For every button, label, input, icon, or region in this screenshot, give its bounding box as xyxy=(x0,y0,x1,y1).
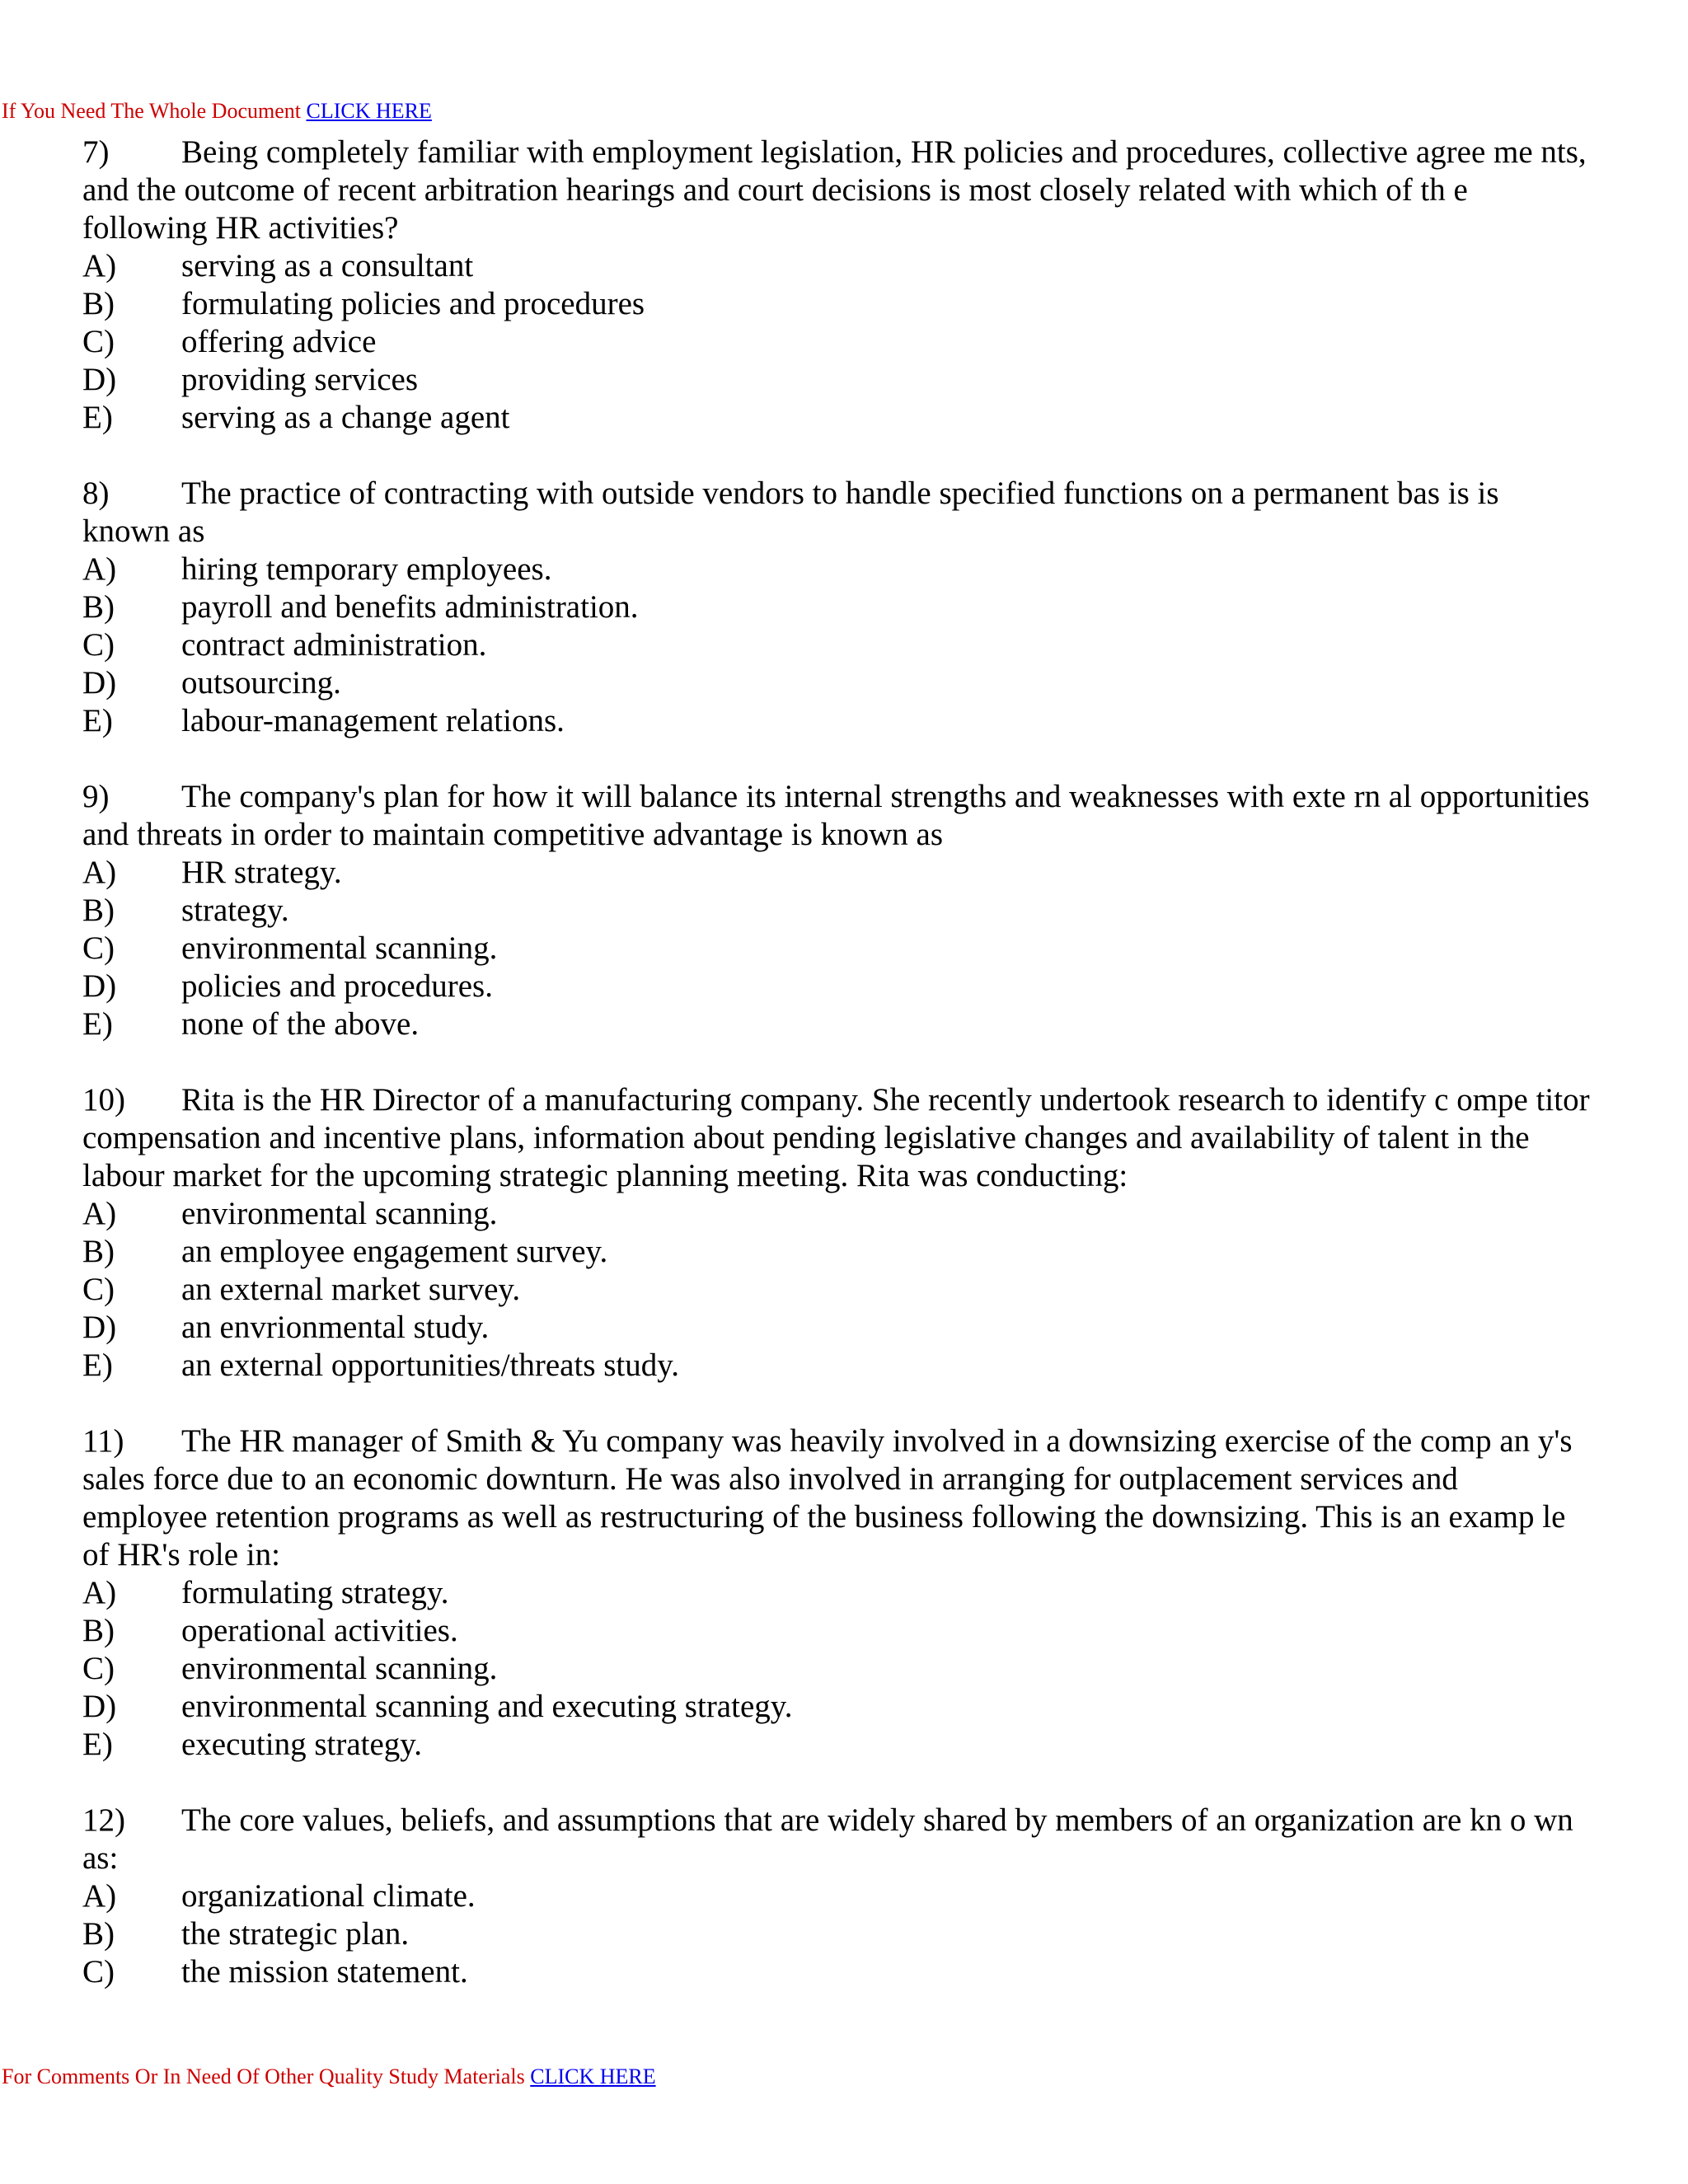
option-letter: A) xyxy=(82,1878,117,1914)
answer-option xyxy=(82,1650,1591,1688)
answer-option xyxy=(82,854,1591,892)
answer-option xyxy=(82,1726,1591,1764)
question-list xyxy=(82,134,1591,2029)
option-text: executing strategy. xyxy=(181,1727,423,1762)
option-letter: C) xyxy=(82,627,115,663)
question-block xyxy=(82,1802,1591,1991)
option-text: HR strategy. xyxy=(181,855,342,890)
question-stem xyxy=(82,1802,1591,1877)
option-text: payroll and benefits administration. xyxy=(181,589,639,625)
option-letter: B) xyxy=(82,286,115,321)
question-block xyxy=(82,778,1591,1043)
option-text: labour-management relations. xyxy=(181,703,565,738)
option-text: an employee engagement survey. xyxy=(181,1234,608,1269)
option-text: policies and procedures. xyxy=(181,968,493,1004)
option-letter: D) xyxy=(82,665,117,701)
question-number: 10) xyxy=(82,1082,125,1118)
footer-click-here-link[interactable]: CLICK HERE xyxy=(530,2064,656,2088)
answer-option xyxy=(82,1574,1591,1612)
question-stem xyxy=(82,778,1591,854)
question-stem xyxy=(82,475,1591,551)
option-text: none of the above. xyxy=(181,1006,420,1042)
answer-option xyxy=(82,664,1591,702)
option-letter: A) xyxy=(82,855,117,890)
option-text: hiring temporary employees. xyxy=(181,551,552,587)
header-banner xyxy=(2,99,432,124)
question-block xyxy=(82,1081,1591,1385)
answer-option xyxy=(82,1612,1591,1650)
option-letter: E) xyxy=(82,400,113,435)
option-letter: B) xyxy=(82,1234,115,1269)
option-text: serving as a consultant xyxy=(181,248,474,284)
answer-option xyxy=(82,285,1591,323)
answer-option xyxy=(82,1688,1591,1726)
option-text: providing services xyxy=(181,362,419,397)
option-text: contract administration. xyxy=(181,627,487,663)
option-text: the mission statement. xyxy=(181,1954,468,1990)
option-text: environmental scanning. xyxy=(181,930,498,966)
option-text: outsourcing. xyxy=(181,665,341,701)
question-text: Being completely familiar with employment legislation, HR policies and procedures, collective agree me nts, and the outcome of recent arbitration hearings and court decisions is most closely related with which of th e following HR activities? xyxy=(82,134,1587,246)
option-text: organizational climate. xyxy=(181,1878,476,1914)
option-text: serving as a change agent xyxy=(181,400,510,435)
option-text: an envrionmental study. xyxy=(181,1310,490,1345)
option-letter: C) xyxy=(82,1651,115,1686)
option-letter: B) xyxy=(82,1613,115,1648)
option-text: offering advice xyxy=(181,324,377,359)
option-text: environmental scanning and executing strategy. xyxy=(181,1689,793,1724)
answer-option xyxy=(82,323,1591,361)
option-letter: B) xyxy=(82,1916,115,1952)
answer-option xyxy=(82,1233,1591,1271)
question-stem xyxy=(82,1422,1591,1574)
option-letter: B) xyxy=(82,893,115,928)
answer-option xyxy=(82,892,1591,930)
question-text: The core values, beliefs, and assumptions that are widely shared by members of an organization are kn o wn as: xyxy=(82,1802,1573,1876)
question-block xyxy=(82,134,1591,437)
option-letter: B) xyxy=(82,589,115,625)
option-letter: C) xyxy=(82,1272,115,1307)
option-text: the strategic plan. xyxy=(181,1916,410,1952)
option-text: operational activities. xyxy=(181,1613,458,1648)
answer-option xyxy=(82,399,1591,437)
answer-option xyxy=(82,1309,1591,1347)
question-number: 8) xyxy=(82,476,110,511)
option-text: environmental scanning. xyxy=(181,1196,498,1231)
answer-option xyxy=(82,1195,1591,1233)
header-click-here-link[interactable]: CLICK HERE xyxy=(306,99,432,123)
option-letter: D) xyxy=(82,1689,117,1724)
option-text: formulating strategy. xyxy=(181,1575,449,1610)
option-text: an external market survey. xyxy=(181,1272,521,1307)
answer-option xyxy=(82,247,1591,285)
question-number: 9) xyxy=(82,779,110,814)
answer-option xyxy=(82,1915,1591,1953)
option-letter: E) xyxy=(82,1727,113,1762)
option-letter: D) xyxy=(82,362,117,397)
question-number: 7) xyxy=(82,134,110,170)
answer-option xyxy=(82,1877,1591,1915)
question-text: The company's plan for how it will balance its internal strengths and weaknesses with exte rn al opportunities and threats in order to maintain competitive advantage is known as xyxy=(82,779,1590,852)
option-letter: A) xyxy=(82,1575,117,1610)
question-text: The HR manager of Smith & Yu company was heavily involved in a downsizing exercise of the comp an y's sales force due to an economic downturn. He was also involved in arranging for outplacement services and employee retention programs as well as restructuring of the business following the downsizing. This is an examp le of HR's role in: xyxy=(82,1423,1573,1572)
answer-option xyxy=(82,1347,1591,1385)
question-block xyxy=(82,475,1591,740)
answer-option xyxy=(82,551,1591,588)
option-letter: C) xyxy=(82,324,115,359)
answer-option xyxy=(82,1005,1591,1043)
question-text: The practice of contracting with outside vendors to handle specified functions on a permanent bas is is known as xyxy=(82,476,1499,549)
option-letter: A) xyxy=(82,248,117,284)
option-letter: A) xyxy=(82,1196,117,1231)
header-banner-text: If You Need The Whole Document xyxy=(2,99,301,123)
answer-option xyxy=(82,626,1591,664)
option-letter: D) xyxy=(82,1310,117,1345)
question-block xyxy=(82,1422,1591,1764)
answer-option xyxy=(82,968,1591,1005)
option-letter: C) xyxy=(82,930,115,966)
option-letter: C) xyxy=(82,1954,115,1990)
option-text: formulating policies and procedures xyxy=(181,286,645,321)
answer-option xyxy=(82,1953,1591,1991)
option-letter: D) xyxy=(82,968,117,1004)
question-stem xyxy=(82,1081,1591,1195)
option-text: an external opportunities/threats study. xyxy=(181,1347,679,1383)
question-number: 12) xyxy=(82,1802,125,1838)
option-text: environmental scanning. xyxy=(181,1651,498,1686)
answer-option xyxy=(82,1271,1591,1309)
answer-option xyxy=(82,930,1591,968)
answer-option xyxy=(82,588,1591,626)
question-stem xyxy=(82,134,1591,247)
option-letter: E) xyxy=(82,1347,113,1383)
option-letter: A) xyxy=(82,551,117,587)
footer-banner xyxy=(2,2064,656,2089)
question-number: 11) xyxy=(82,1423,124,1459)
option-letter: E) xyxy=(82,703,113,738)
question-text: Rita is the HR Director of a manufacturing company. She recently undertook research to identify c ompe titor compensation and incentive plans, information about pending legislative changes and availability of talent in the labour market for the upcoming strategic planning meeting. Rita was conducting: xyxy=(82,1082,1590,1193)
option-letter: E) xyxy=(82,1006,113,1042)
option-text: strategy. xyxy=(181,893,289,928)
answer-option xyxy=(82,702,1591,740)
answer-option xyxy=(82,361,1591,399)
footer-banner-text: For Comments Or In Need Of Other Quality Study Materials xyxy=(2,2064,525,2088)
